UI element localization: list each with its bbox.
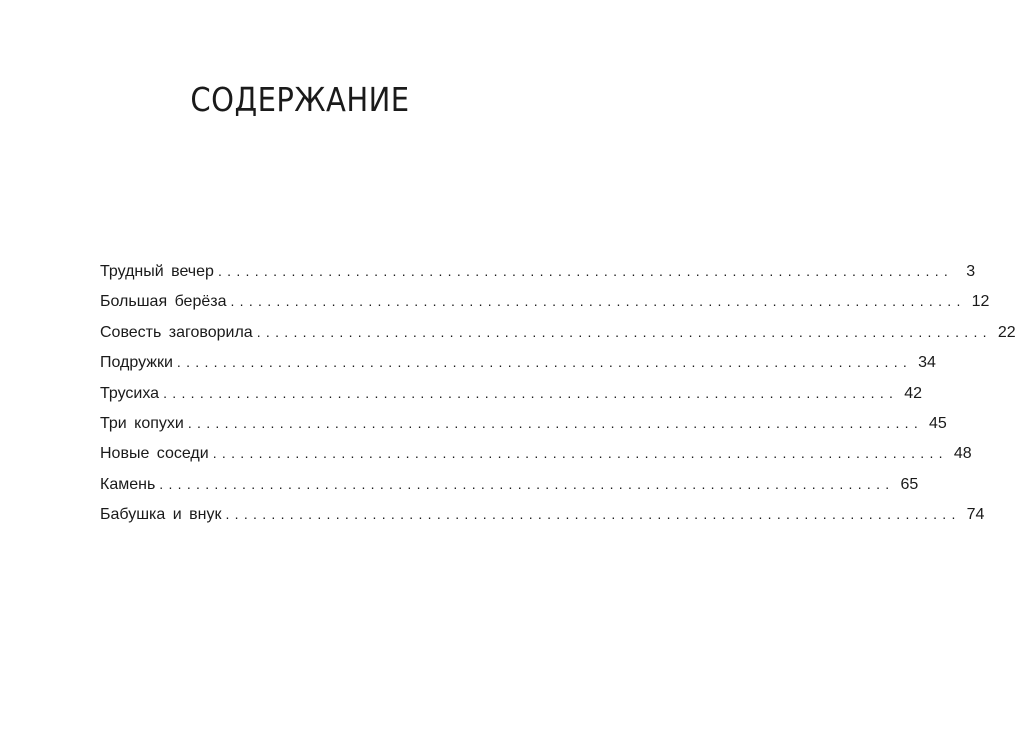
toc-entry-title: Трусиха [100, 384, 160, 402]
toc-entry [100, 323, 1016, 354]
toc-entry [100, 293, 990, 323]
toc-leader-dots: ................................................................................ [256, 323, 992, 340]
toc-entry-page: 42 [904, 384, 923, 402]
toc-entry-title: Бабушка и внук [100, 506, 222, 524]
toc-leader-dots: ................................................................................ [187, 414, 924, 431]
toc-leader-dots: ................................................................................ [225, 506, 961, 523]
toc-entry-title: Трудный вечер [100, 263, 214, 280]
toc-entry-page: 48 [953, 445, 972, 463]
toc-leader-dots: ................................................................................ [163, 384, 899, 401]
toc-entry [100, 445, 972, 475]
toc-entry-title: Три копухи [100, 414, 184, 432]
toc-entry-title: Новые соседи [100, 445, 209, 463]
toc-entry [100, 475, 919, 506]
toc-entry-title: Совесть заговорила [100, 323, 253, 341]
toc-entry-page: 34 [918, 354, 936, 372]
toc-entry [100, 384, 923, 415]
toc-entry [100, 263, 976, 293]
toc-entry-title: Большая берёза [100, 293, 227, 311]
toc-entry-page: 74 [966, 506, 985, 524]
toc-entry-page: 65 [900, 475, 919, 493]
toc-entry [100, 506, 985, 536]
toc-entry-page: 45 [929, 414, 947, 432]
table-of-contents [100, 263, 1016, 537]
toc-entry-page: 12 [971, 293, 990, 311]
toc-leader-dots: ................................................................................ [217, 263, 954, 279]
toc-leader-dots: ................................................................................ [176, 354, 913, 371]
toc-leader-dots: ................................................................................ [230, 293, 966, 310]
toc-entry-page: 22 [997, 323, 1016, 341]
toc-entry-title: Камень [100, 475, 156, 493]
toc-entry-page: 3 [966, 263, 976, 280]
toc-entry [100, 354, 936, 384]
page-title: СОДЕРЖАНИЕ [190, 80, 410, 119]
toc-entry [100, 414, 947, 445]
toc-entry-title: Подружки [100, 354, 173, 372]
toc-leader-dots: ................................................................................ [159, 475, 895, 492]
toc-leader-dots: ................................................................................ [212, 445, 948, 462]
